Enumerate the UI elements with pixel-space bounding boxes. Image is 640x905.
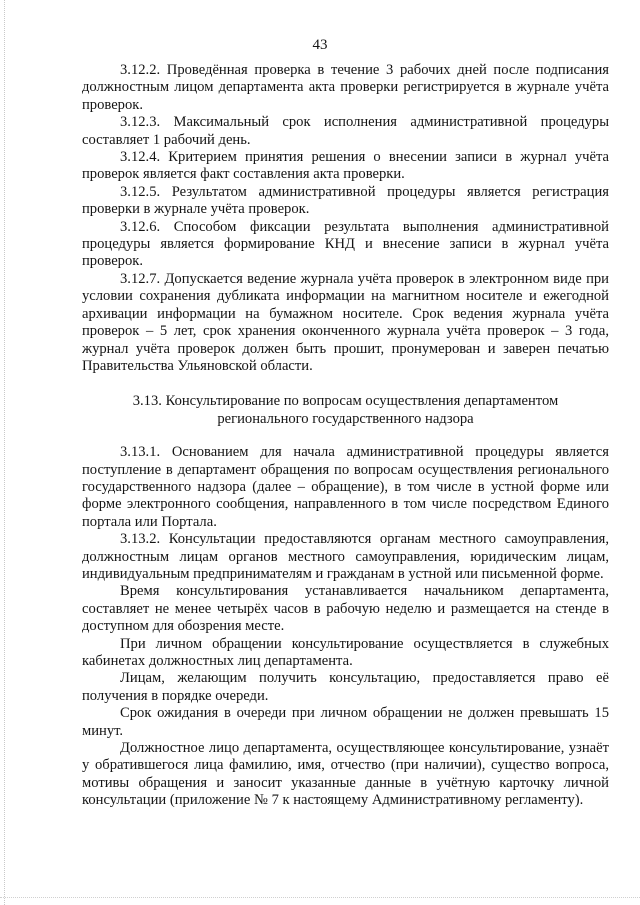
paragraph-3-12-5: 3.12.5. Результатом административной процедуры является регистрация проверки в журнале учёта проверок. [82, 183, 609, 218]
paragraph-personal-visit: При личном обращении консультирование осуществляется в служебных кабинетах должностных лиц департамента. [82, 635, 609, 669]
section-heading-line-1: 3.13. Консультирование по вопросам осуществления департаментом [132, 393, 559, 410]
paragraph-consultation-time: Время консультирования устанавливается начальником департамента, составляет не менее четырёх часов в рабочую неделю и размещается на стенде в доступном для обозрения месте. [82, 583, 609, 635]
paragraph-waiting-time: Срок ожидания в очереди при личном обращении не должен превышать 15 минут. [82, 705, 609, 739]
paragraph-queue-order: Лицам, желающим получить консультацию, предоставляется право её получения в порядке очереди. [82, 670, 609, 704]
document-body [82, 62, 609, 810]
paragraph-3-12-4: 3.12.4. Критерием принятия решения о внесении записи в журнал учёта проверок является факт составления акта проверки. [82, 149, 609, 183]
paragraph-3-13-1: 3.13.1. Основанием для начала административной процедуры является поступление в департамент обращения по вопросам осуществления регионального государственного надзора (далее – обращение), в том числе в устной форме или форме электронного сообщения, направленного в том числе посредством Единого портала или Портала. [82, 444, 609, 530]
scan-bottom-edge [0, 897, 640, 899]
paragraph-3-12-2: 3.12.2. Проведённая проверка в течение 3 рабочих дней после подписания должностным лицом департамента акта проверки регистрируется в журнале учёта проверок. [82, 62, 609, 113]
paragraph-3-13-2: 3.13.2. Консультации предоставляются органам местного самоуправления, должностным лицам органов местного самоуправления, юридическим лицам, индивидуальным предпринимателям и гражданам в устной или письменной форме. [82, 531, 609, 582]
paragraph-consultation-record: Должностное лицо департамента, осуществляющее консультирование, узнаёт у обратившегося лица фамилию, имя, отчество (при наличии), существо вопроса, мотивы обращения и заносит указанные данные в учётную карточку личной консультации (приложение № 7 к настоящему Административному регламенту). [82, 740, 609, 809]
paragraph-3-12-3: 3.12.3. Максимальный срок исполнения административной процедуры составляет 1 рабочий день. [82, 114, 609, 148]
scan-edge-mark [4, 0, 6, 905]
paragraph-3-12-7: 3.12.7. Допускается ведение журнала учёта проверок в электронном виде при условии сохранения дубликата информации на магнитном носителе и ежегодной архивации информации на бумажном носителе. Срок ведения журнала учёта проверок – 5 лет, срок хранения оконченного журнала учёта проверок – 3 года, журнал учёта проверок должен быть прошит, пронумерован и заверен печатью Правительства Ульяновской области. [82, 270, 609, 374]
section-heading-line-2: регионального государственного надзора [217, 410, 474, 427]
paragraph-3-12-6: 3.12.6. Способом фиксации результата выполнения административной процедуры является формирование КНД и внесение записи в журнал учёта проверок. [82, 218, 609, 270]
section-heading-3-13 [82, 393, 609, 428]
page-number: 43 [312, 37, 328, 53]
